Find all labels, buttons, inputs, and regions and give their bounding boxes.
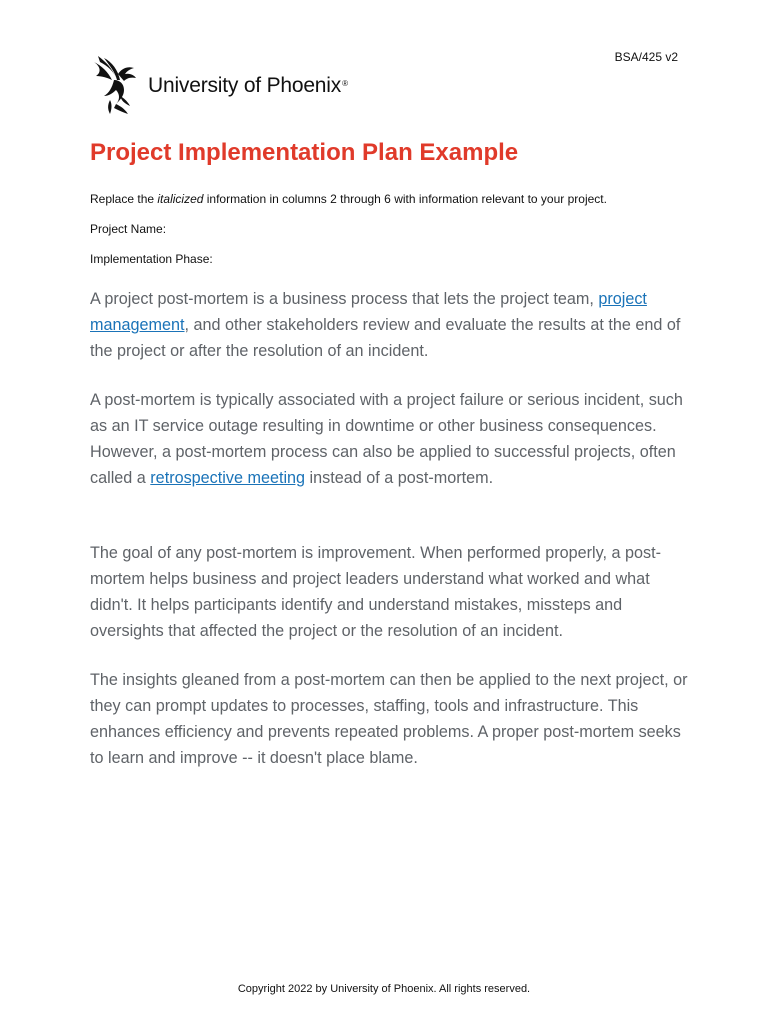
paragraph-1: A project post-mortem is a business process that lets the project team, project management, and other stakeholders review and evaluate the results at the end of the project or after the resolution of an incident. [90,290,681,360]
page-title: Project Implementation Plan Example [90,139,519,166]
instructions-text: Replace the italicized information in columns 2 through 6 with information relevant to your project. [90,192,607,206]
retrospective-meeting-link[interactable]: retrospective meeting [150,469,306,487]
paragraph-2: A post-mortem is typically associated with a project failure or serious incident, such as an IT service outage resulting in downtime or other business consequences. However, a post-mortem process can also be applied to successful projects, often called a retrospective meeting instead of a post-mortem. [90,391,683,487]
project-management-link[interactable]: project management [90,290,647,334]
document-version: BSA/425 v2 [614,50,678,64]
university-logo [90,56,348,116]
copyright-footer: Copyright 2022 by University of Phoenix. All rights reserved. [237,983,531,995]
implementation-phase-label: Implementation Phase: [90,252,213,266]
logo-wordmark: University of Phoenix® [148,74,348,97]
project-name-label: Project Name: [90,222,167,236]
paragraph-4: The insights gleaned from a post-mortem can then be applied to the next project, or they can prompt updates to processes, staffing, tools and infrastructure. This enhances efficiency and prevents repeated problems. A proper post-mortem seeks to learn and improve -- it doesn't place blame. [90,671,688,767]
phoenix-icon [90,56,144,116]
paragraph-3: The goal of any post-mortem is improvement. When performed properly, a post-mortem helps business and project leaders understand what worked and what didn't. It helps participants identify and understand mistakes, missteps and oversights that affected the project or the resolution of an incident. [90,544,661,640]
